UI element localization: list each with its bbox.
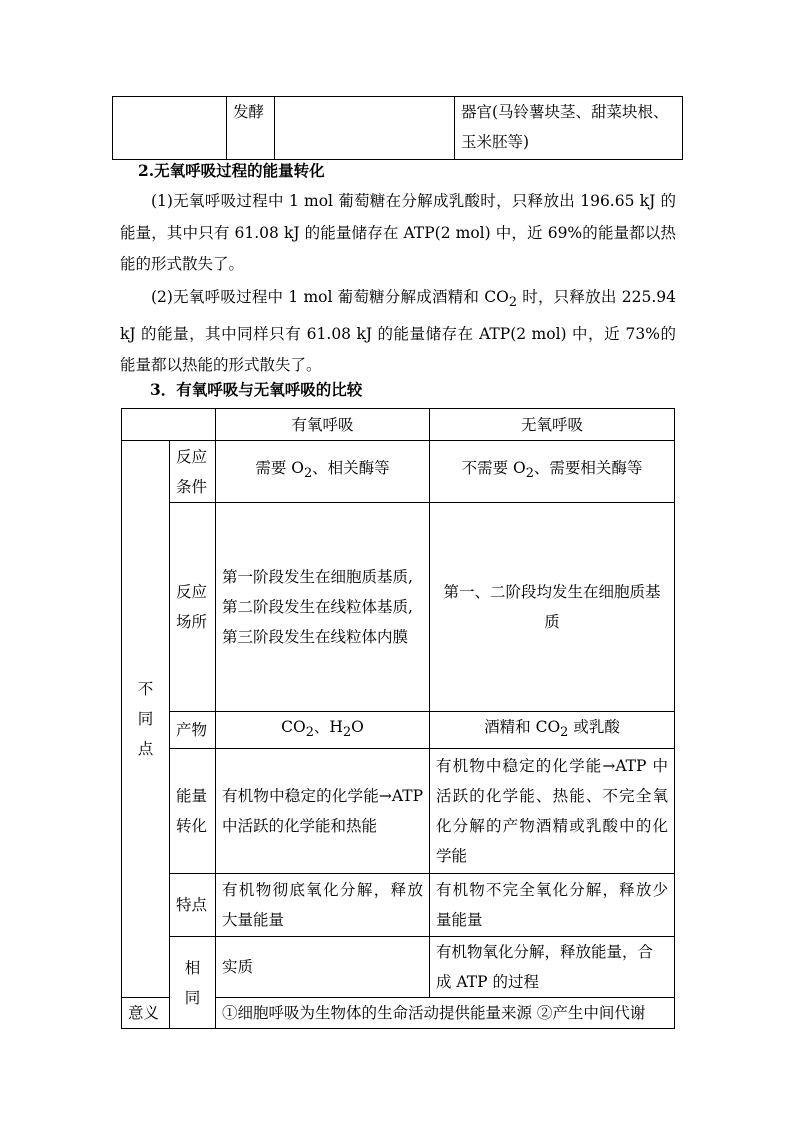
product-anaerobic: 酒精和 $CO_2$ 或乳酸 (430, 712, 675, 749)
condition-anaerobic: 不需要 $O_2$、需要相关酶等 (430, 441, 675, 503)
row-label-essence: 实质 (216, 937, 430, 998)
essence-text: 有机物氧化分解，释放能量，合成 ATP 的过程 (430, 937, 675, 998)
section2-heading: 2.无氧呼吸过程的能量转化 (138, 161, 325, 180)
row-label-site: 反应场所 (170, 503, 216, 712)
top-table-cell-fermentation: 发酵 (227, 97, 275, 160)
top-table-cell-organs: 器官(马铃薯块茎、甜菜块根、玉米胚等) (455, 97, 683, 160)
group-label-differences: 不 同 点 (122, 441, 170, 998)
top-table-cell-empty-1 (113, 97, 227, 160)
section3-heading: 3．有氧呼吸与无氧呼吸的比较 (150, 380, 363, 399)
meaning-text: ①细胞呼吸为生物体的生命活动提供能量来源 ②产生中间代谢 (216, 998, 675, 1029)
section2-paragraph-2: (2)无氧呼吸过程中 1 mol 葡萄糖分解成酒精和 $CO_2$ 时，只释放出 225.94 kJ 的能量，其中同样只有 61.08 kJ 的能量储存在 ATP(2 mol) 中，近 73%的能量都以热能的形式散失了。 (120, 288, 676, 375)
condition-aerobic: 需要 $O_2$、相关酶等 (216, 441, 430, 503)
top-table (112, 96, 683, 160)
row-label-energy: 能量转化 (170, 749, 216, 874)
row-label-condition: 反应条件 (170, 441, 216, 503)
energy-anaerobic: 有机物中稳定的化学能→ATP 中活跃的化学能、热能、不完全氧化分解的产物酒精或乳酸中的化学能 (430, 749, 675, 874)
group-label-similarities: 相 同 (170, 937, 216, 1029)
feature-anaerobic: 有机物不完全氧化分解，释放少量能量 (430, 874, 675, 937)
top-table-cell-empty-2 (275, 97, 455, 160)
header-aerobic: 有氧呼吸 (216, 409, 430, 441)
energy-aerobic: 有机物中稳定的化学能→ATP 中活跃的化学能和热能 (216, 749, 430, 874)
product-aerobic: $CO_2$、$H_2O$ (216, 712, 430, 749)
site-anaerobic: 第一、二阶段均发生在细胞质基质 (430, 503, 675, 712)
header-anaerobic: 无氧呼吸 (430, 409, 675, 441)
comparison-table (121, 408, 675, 1029)
section2-paragraph-1: (1)无氧呼吸过程中 1 mol 葡萄糖在分解成乳酸时，只释放出 196.65 kJ 的能量，其中只有 61.08 kJ 的能量储存在 ATP(2 mol) 中，近 69%的能量都以热能的形式散失了。 (120, 192, 676, 273)
feature-aerobic: 有机物彻底氧化分解，释放大量能量 (216, 874, 430, 937)
site-aerobic: 第一阶段发生在细胞质基质, 第二阶段发生在线粒体基质, 第三阶段发生在线粒体内膜 (216, 503, 430, 712)
row-label-feature: 特点 (170, 874, 216, 937)
header-empty-cell (122, 409, 216, 441)
row-label-meaning: 意义 (122, 998, 170, 1029)
row-label-product: 产物 (170, 712, 216, 749)
